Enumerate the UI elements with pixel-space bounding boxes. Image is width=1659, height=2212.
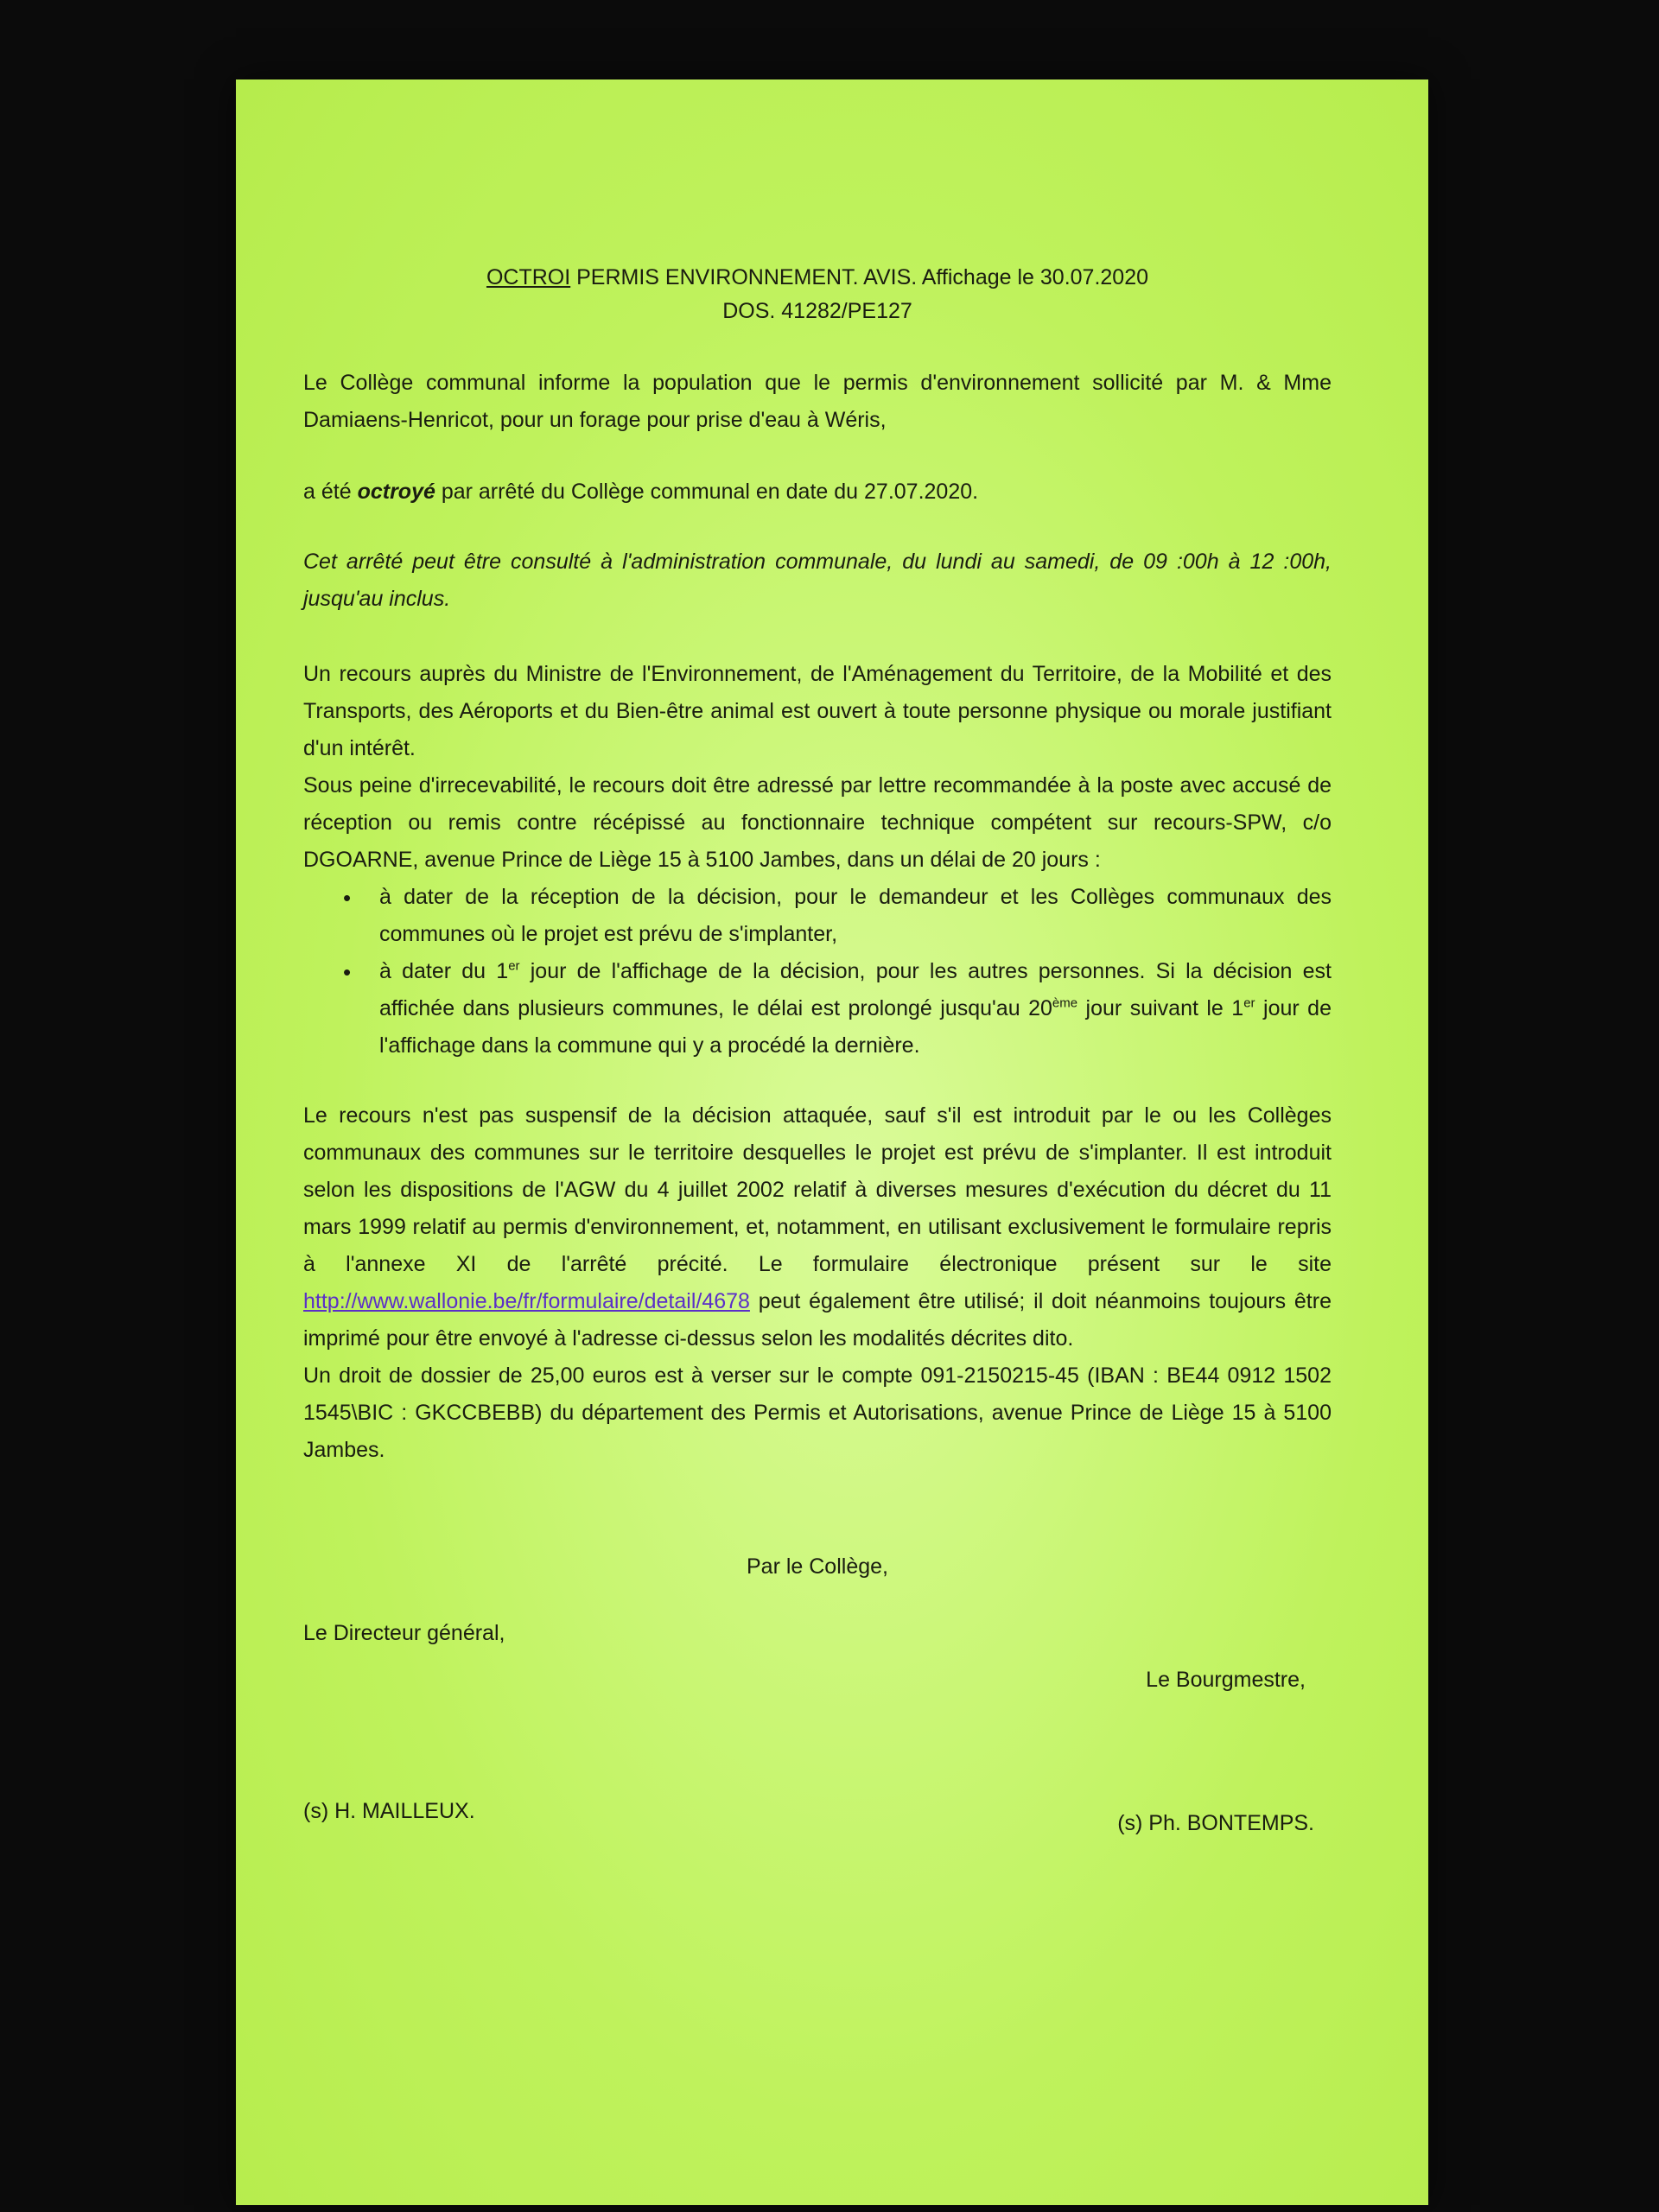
consult-paragraph: Cet arrêté peut être consulté à l'administration communale, du lundi au samedi, de 09 :00h à 12 :00h, jusqu'au inclus. bbox=[303, 549, 1332, 611]
mayor-name: (s) Ph. BONTEMPS. bbox=[1117, 1810, 1314, 1835]
director-title: Le Directeur général, bbox=[303, 1620, 505, 1645]
granted-paragraph: a été octroyé par arrêté du Collège communal en date du 27.07.2020. bbox=[303, 479, 979, 504]
appeal-delay-paragraph: Sous peine d'irrecevabilité, le recours doit être adressé par lettre recommandée à la poste avec accusé de réception ou remis contre récépissé au fonctionnaire technique compétent sur recours-SPW, c/o DGOARNE, avenue Prince de Liège 15 à 5100 Jambes, dans un délai de 20 jours : bbox=[303, 772, 1332, 872]
appeal-open-paragraph: Un recours auprès du Ministre de l'Environnement, de l'Aménagement du Territoire, de la Mobilité et des Transports, des Aéroports et du Bien-être animal est ouvert à toute personne physique ou morale justifiant d'un intérêt. bbox=[303, 661, 1332, 760]
delay-bullet-list bbox=[303, 879, 1332, 1065]
director-name: (s) H. MAILLEUX. bbox=[303, 1798, 475, 1823]
notice-title bbox=[303, 261, 1332, 328]
form-link[interactable]: http://www.wallonie.be/fr/formulaire/detail/4678 bbox=[303, 1288, 750, 1313]
suspensive-paragraph: Le recours n'est pas suspensif de la décision attaquée, sauf s'il est introduit par le ou les Collèges communaux des communes sur le territoire desquelles le projet est prévu de s'implanter. Il est introduit selon les dispositions de l'AGW du 4 juillet 2002 relatif à diverses mesures d'exécution du décret du 11 mars 1999 relatif au permis d'environnement, et, notamment, en utilisant exclusivement le formulaire repris à l'annexe XI de l'arrêté précité. Le formulaire électronique présent sur le site http://www.wallonie.be/fr/formulaire/detail/4678 peut également être utilisé; il doit néanmoins toujours être imprimé pour être envoyé à l'adresse ci-dessus selon les modalités décrites dito. bbox=[303, 1103, 1332, 1351]
college-signoff: Par le Collège, bbox=[747, 1554, 888, 1579]
title-keyword: OCTROI bbox=[486, 265, 571, 289]
display-screen bbox=[236, 79, 1428, 2205]
signature-names-row bbox=[303, 1793, 1332, 1845]
title-rest: PERMIS ENVIRONNEMENT. AVIS. Affichage le 30.07.2020 bbox=[570, 265, 1149, 289]
fee-paragraph: Un droit de dossier de 25,00 euros est à verser sur le compte 091-2150215-45 (IBAN : BE44 0912 1502 1545\BIC : GKCCBEBB) du département des Permis et Autorisations, avenue Prince de Liège 15 à 5100 Jambes. bbox=[303, 1363, 1332, 1462]
mayor-title-row bbox=[303, 1662, 1332, 1713]
bullet-item: • à dater de la réception de la décision, pour le demandeur et les Collèges communaux des communes où le projet est prévu de s'implanter, bbox=[379, 879, 1332, 953]
notice-document bbox=[303, 261, 1332, 1845]
mayor-title: Le Bourgmestre, bbox=[1146, 1667, 1306, 1692]
bullet-item: • à dater du 1er jour de l'affichage de la décision, pour les autres personnes. Si la décision est affichée dans plusieurs communes, le délai est prolongé jusqu'au 20ème jour suivant le 1er jour de l'affichage dans la commune qui y a procédé la dernière. bbox=[379, 953, 1332, 1065]
dossier-number: DOS. 41282/PE127 bbox=[722, 298, 912, 323]
intro-paragraph: Le Collège communal informe la population que le permis d'environnement sollicité par M. & Mme Damiaens-Henricot, pour un forage pour prise d'eau à Wéris, bbox=[303, 370, 1332, 432]
signature-titles-row bbox=[303, 1615, 1332, 1667]
granted-keyword: octroyé bbox=[357, 479, 435, 504]
